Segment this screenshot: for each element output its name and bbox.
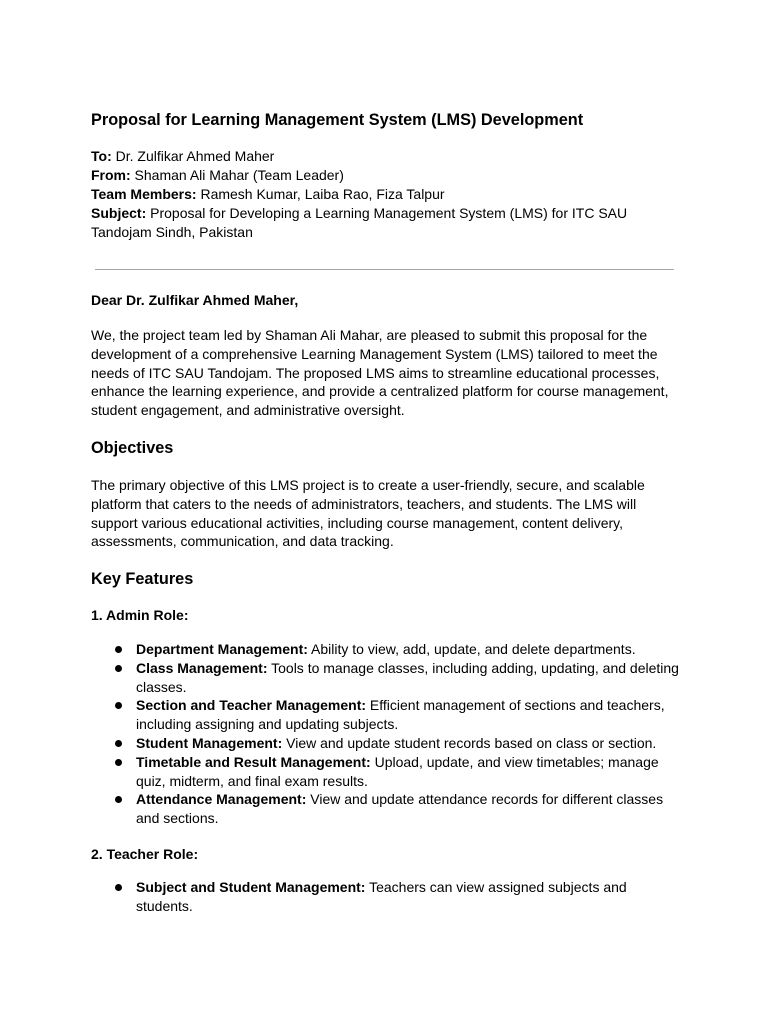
bullet-icon	[115, 665, 122, 672]
feature-text: View and update student records based on class or section.	[282, 734, 657, 751]
list-item	[91, 696, 681, 734]
feature-text: Ability to view, add, update, and delete departments.	[307, 641, 636, 657]
list-item	[91, 659, 681, 697]
objectives-paragraph: The primary objective of this LMS project is to create a user-friendly, secure, and scalable platform that caters to the needs of administrators, teachers, and students. The LMS will support various educational activities, including course management, content delivery, assessments, communication, and data tracking.	[91, 477, 645, 550]
feature-text: Tools to manage classes, including adding, updating, and deleting classes.	[136, 659, 679, 695]
feature-label: Attendance Management:	[136, 791, 307, 808]
subject-line	[91, 204, 681, 242]
admin-feature-list	[91, 640, 681, 828]
feature-text: Efficient management of sections and teachers, including assigning and updating subjects.	[136, 697, 665, 733]
objectives-heading: Objectives	[91, 439, 174, 457]
to-line	[91, 147, 681, 166]
key-features-heading: Key Features	[91, 570, 194, 588]
feature-label: Subject and Student Management:	[136, 879, 366, 895]
intro-paragraph: We, the project team led by Shaman Ali Mahar, are pleased to submit this proposal for the development of a comprehensive Learning Management System (LMS) tailored to meet the needs of ITC SAU Tandojam. The proposed LMS aims to streamline educational processes, enhance the learning experience, and provide a centralized platform for course management, student engagement, and administrative oversight.	[91, 327, 669, 419]
from-label: From:	[91, 167, 131, 183]
list-item	[91, 753, 681, 791]
list-item	[91, 734, 681, 753]
bullet-icon	[115, 759, 122, 766]
to-label: To:	[91, 148, 112, 164]
bullet-icon	[115, 796, 122, 803]
from-line	[91, 166, 681, 185]
bullet-icon	[115, 646, 122, 653]
feature-label: Student Management:	[136, 734, 283, 751]
feature-label: Department Management:	[136, 641, 308, 657]
team-members-value: Ramesh Kumar, Laiba Rao, Fiza Talpur	[196, 186, 445, 202]
list-item	[91, 640, 681, 659]
bullet-icon	[115, 702, 122, 709]
admin-role-heading: 1. Admin Role:	[91, 607, 189, 623]
feature-text: Teachers can view assigned subjects and students.	[136, 879, 627, 914]
feature-text: View and update attendance records for different classes and sections.	[136, 791, 664, 827]
feature-text: Upload, update, and view timetables; manage quiz, midterm, and final exam results.	[136, 753, 659, 789]
to-value: Dr. Zulfikar Ahmed Maher	[111, 148, 275, 164]
team-members-label: Team Members:	[91, 186, 197, 202]
bullet-icon	[115, 884, 122, 891]
document-title: Proposal for Learning Management System (LMS) Development	[91, 111, 584, 129]
horizontal-divider	[95, 269, 674, 270]
teacher-role-heading: 2. Teacher Role:	[91, 846, 199, 862]
feature-label: Section and Teacher Management:	[136, 697, 367, 714]
bullet-icon	[115, 740, 122, 747]
from-value: Shaman Ali Mahar (Team Leader)	[130, 167, 344, 183]
list-item	[91, 878, 681, 916]
feature-label: Timetable and Result Management:	[136, 753, 371, 770]
subject-label: Subject:	[91, 205, 147, 221]
teacher-feature-list	[91, 878, 681, 916]
memo-header	[91, 147, 681, 242]
list-item	[91, 790, 681, 828]
team-members-line	[91, 185, 681, 204]
subject-value: Proposal for Developing a Learning Management System (LMS) for ITC SAU Tandojam Sindh, Pakistan	[91, 205, 628, 240]
salutation: Dear Dr. Zulfikar Ahmed Maher,	[91, 292, 299, 308]
feature-label: Class Management:	[136, 659, 268, 676]
